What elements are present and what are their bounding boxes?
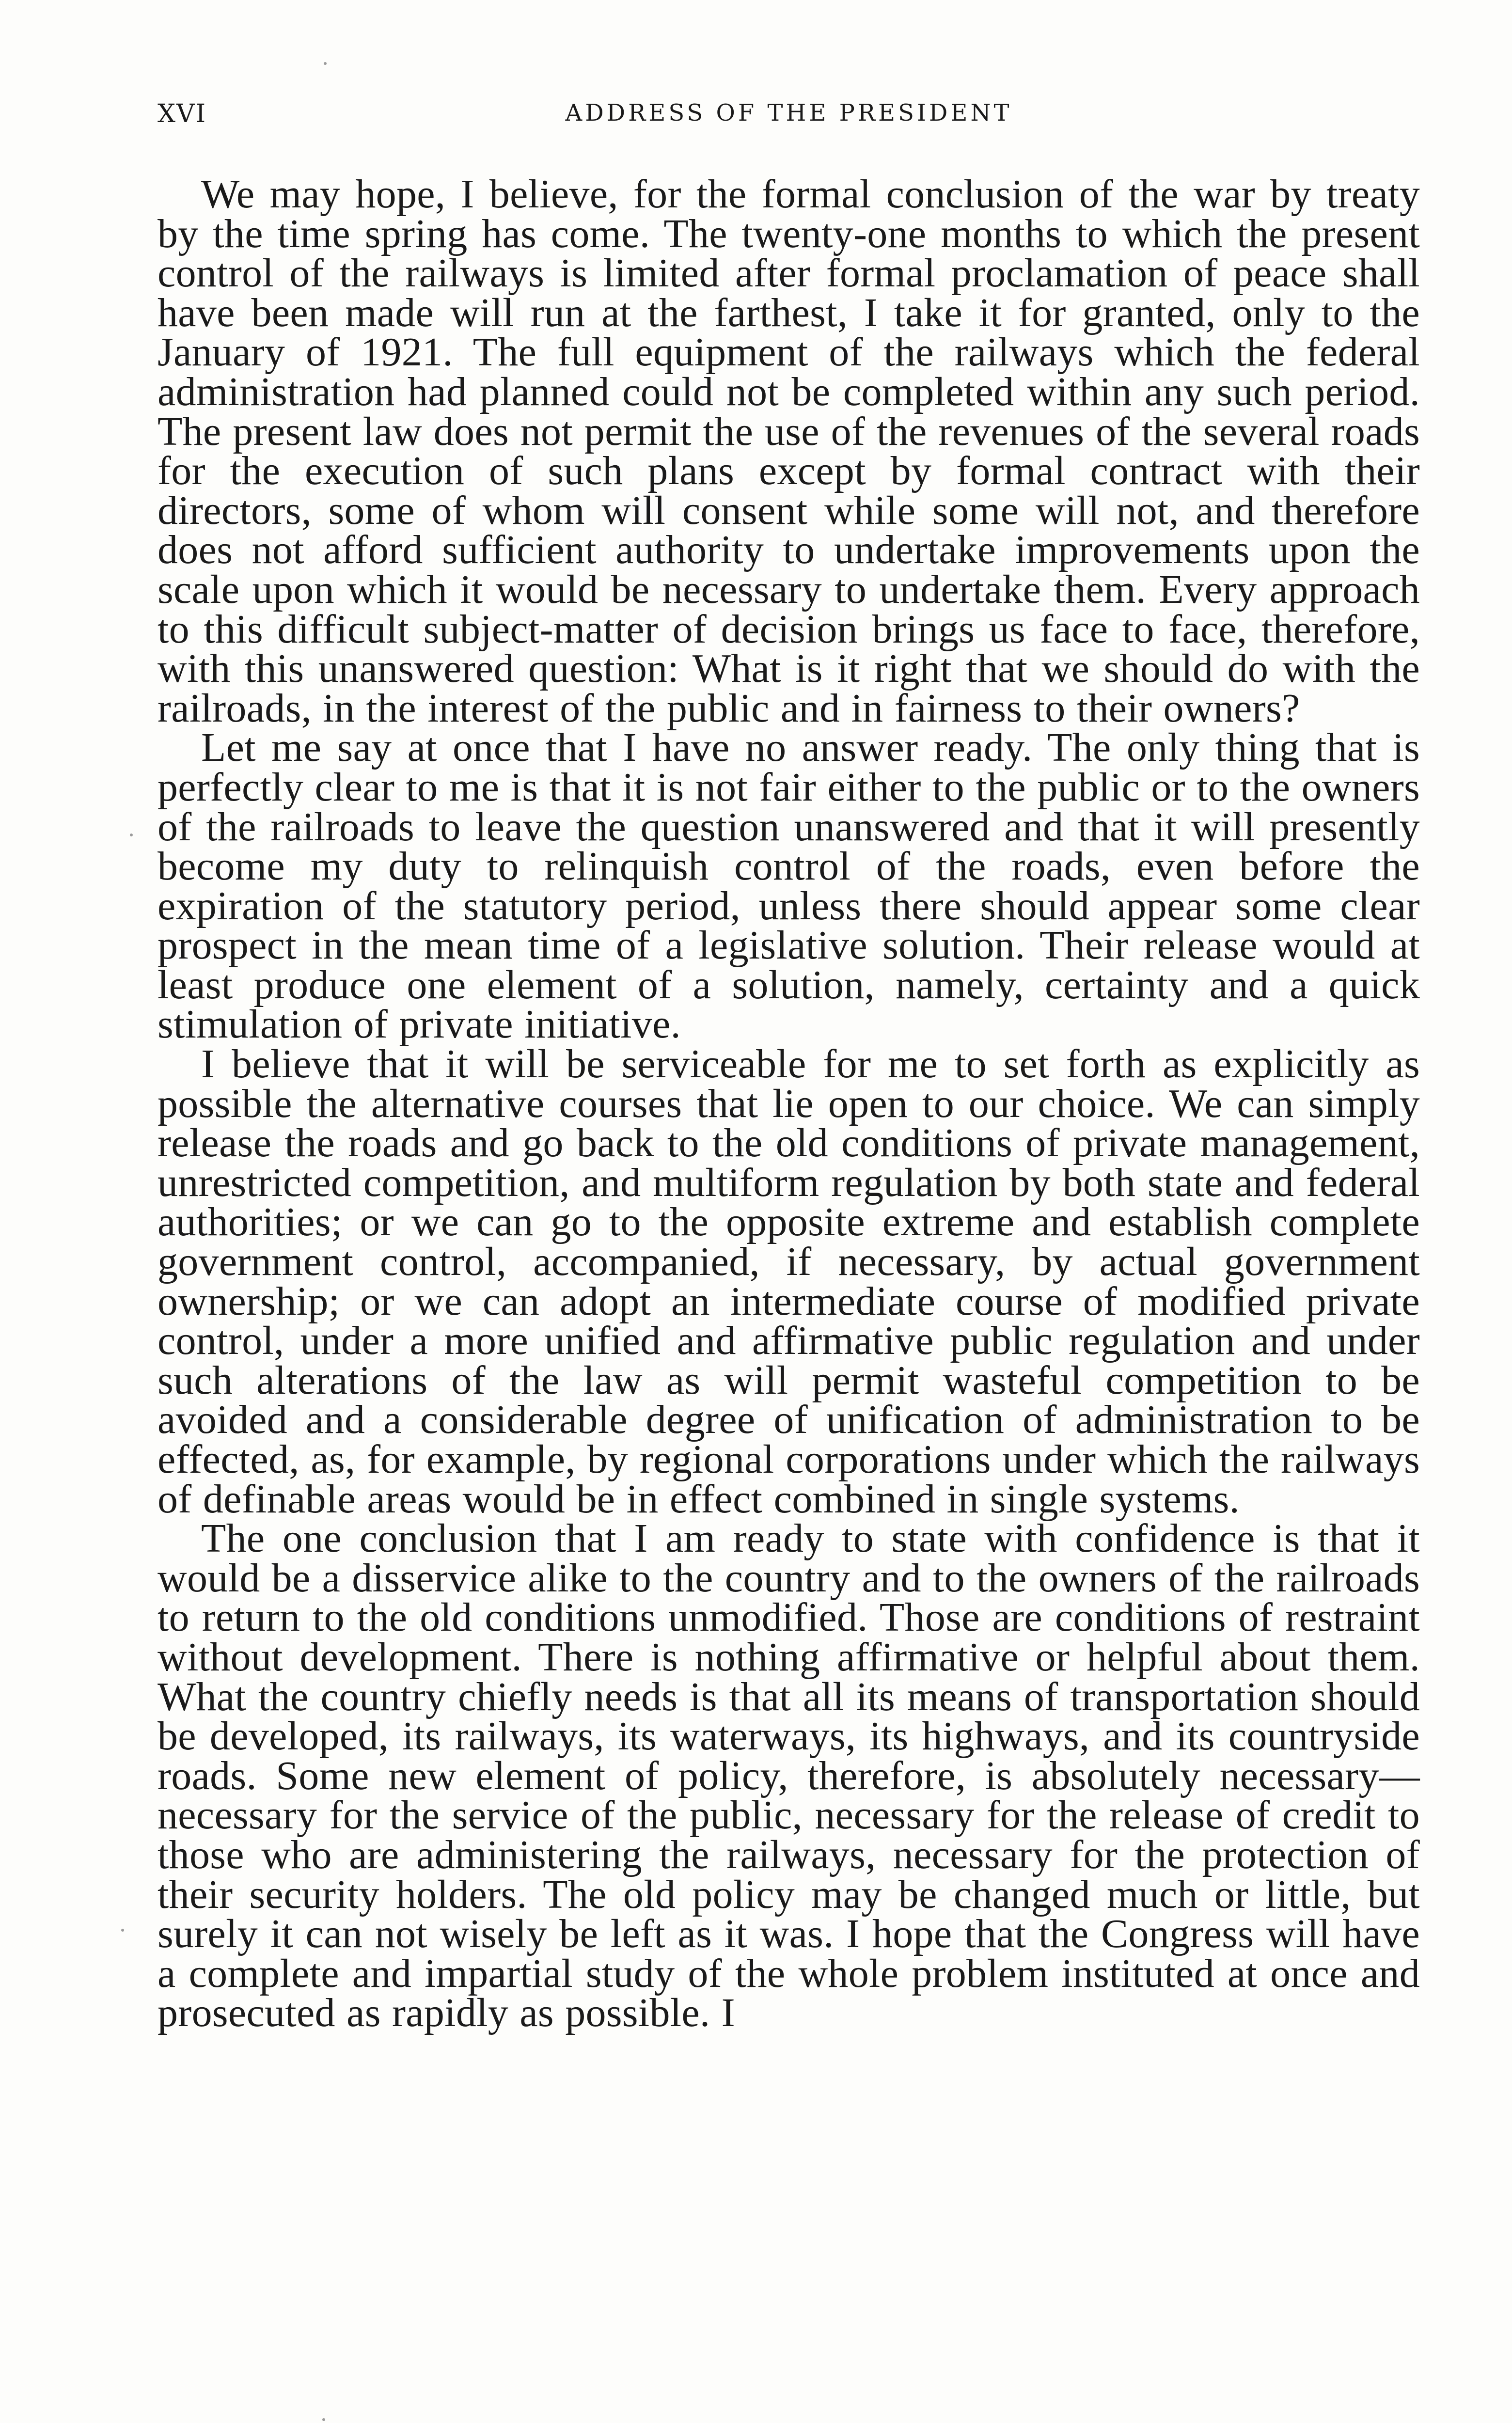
paragraph-2: Let me say at once that I have no answer ready. The only thing that is perfectly clear to me is that it is not fair either to the public or to the owners of the railroads to leave the question unanswered and that it will presently become my duty to relinquish control of the roads, even before the expiration of the statutory period, unless there should appear some clear prospect in the mean time of a legislative solution. Their release would at least produce one element of a solution, namely, certainty and a quick stimulation of private initiative.	[158, 725, 1420, 1047]
running-title: ADDRESS OF THE PRESIDENT	[565, 99, 1012, 126]
print-speck	[121, 1929, 124, 1932]
page-number: XVI	[158, 99, 207, 128]
paragraph-3: I believe that it will be serviceable for me to set forth as explicitly as possible the alternative courses that lie open to our choice. We can simply release the roads and go back to the old conditions of private management, unrestricted competition, and multiform regulation by both state and federal authorities; or we can go to the opposite extreme and establish complete government control, accompanied, if necessary, by actual government ownership; or we can adopt an intermediate course of modified private control, under a more unified and affirmative public regulation and under such alterations of the law as will permit wasteful competition to be avoided and a considerable degree of unification of administration to be effected, as, for example, by regional corporations under which the railways of definable areas would be in effect combined in single systems.	[158, 1041, 1420, 1522]
paragraph-1: We may hope, I believe, for the formal conclusion of the war by treaty by the time spring has come. The twenty-one months to which the present control of the railways is limited after formal proclamation of peace shall have been made will run at the farthest, I take it for granted, only to the January of 1921. The full equipment of the railways which the federal administration had planned could not be completed within any such period. The present law does not permit the use of the revenues of the several roads for the execution of such plans except by formal contract with their directors, some of whom will consent while some will not, and therefore does not afford sufficient authority to undertake improvements upon the scale upon which it would be necessary to undertake them. Every approach to this difficult subject-matter of decision brings us face to face, therefore, with this unanswered question: What is it right that we should do with the railroads, in the interest of the public and in fairness to their owners?	[158, 172, 1420, 731]
body-text	[158, 172, 1420, 2036]
print-speck	[324, 62, 327, 65]
print-speck	[322, 2418, 325, 2421]
print-speck	[130, 834, 133, 836]
page-header	[158, 99, 1420, 138]
paragraph-4: The one conclusion that I am ready to state with confidence is that it would be a disservice alike to the country and to the owners of the railroads to return to the old conditions unmodified. Those are conditions of restraint without development. There is nothing affirmative or helpful about them. What the country chiefly needs is that all its means of transportation should be developed, its railways, its waterways, its highways, and its countryside roads. Some new element of policy, therefore, is absolutely necessary—necessary for the service of the public, necessary for the release of credit to those who are administering the railways, necessary for the protection of their security holders. The old policy may be changed much or little, but surely it can not wisely be left as it was. I hope that the Congress will have a complete and impartial study of the whole problem instituted at once and prosecuted as rapidly as possible. I	[158, 1516, 1420, 2036]
